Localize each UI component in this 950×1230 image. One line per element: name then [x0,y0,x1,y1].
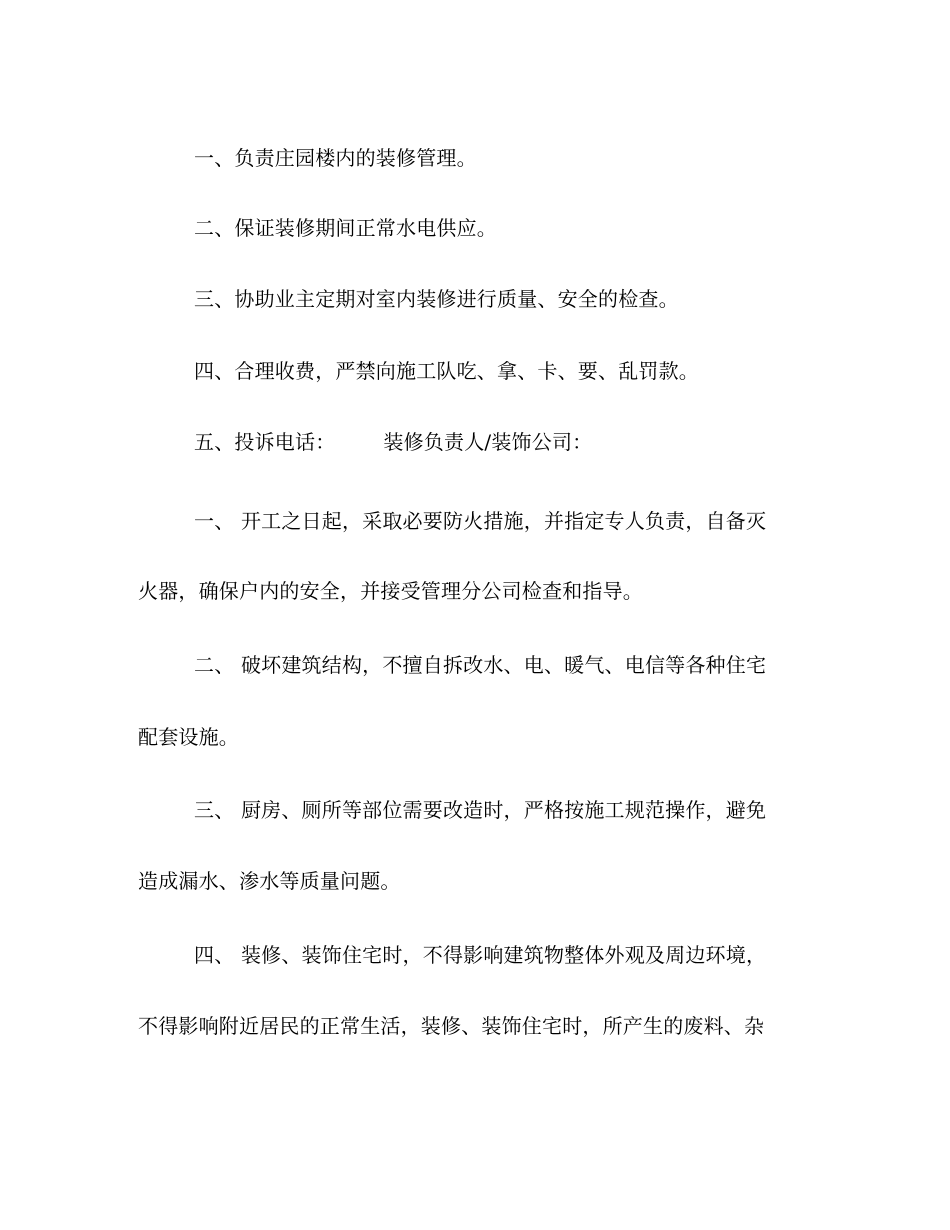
paragraph-line: 一、负责庄园楼内的装修管理。 [194,146,477,170]
paragraph-line: 四、 装修、装饰住宅时，不得影响建筑物整体外观及周边环境， [194,943,767,967]
complaint-line [194,427,592,457]
paragraph-line: 造成漏水、渗水等质量问题。 [138,869,401,893]
paragraph-line: 三、 厨房、厕所等部位需要改造时，严格按施工规范操作，避免 [194,798,767,822]
paragraph-line: 一、 开工之日起，采取必要防火措施，并指定专人负责，自备灭 [194,509,767,533]
paragraph-line: 不得影响附近居民的正常生活，装修、装饰住宅时，所产生的废料、杂 [138,1014,765,1038]
paragraph-line: 配套设施。 [138,725,239,749]
paragraph-line: 四、合理收费，严禁向施工队吃、拿、卡、要、乱罚款。 [194,359,699,383]
complaint-phone-label: 五、投诉电话： [194,430,336,454]
paragraph-line: 二、 破坏建筑结构，不擅自拆改水、电、暖气、电信等各种住宅 [194,653,767,677]
paragraph-line: 三、协助业主定期对室内装修进行质量、安全的检查。 [194,287,679,311]
responsible-party-label: 装修负责人/装饰公司： [383,430,593,454]
paragraph-line: 二、保证装修期间正常水电供应。 [194,216,497,240]
paragraph-line: 火器，确保户内的安全，并接受管理分公司检查和指导。 [138,579,643,603]
